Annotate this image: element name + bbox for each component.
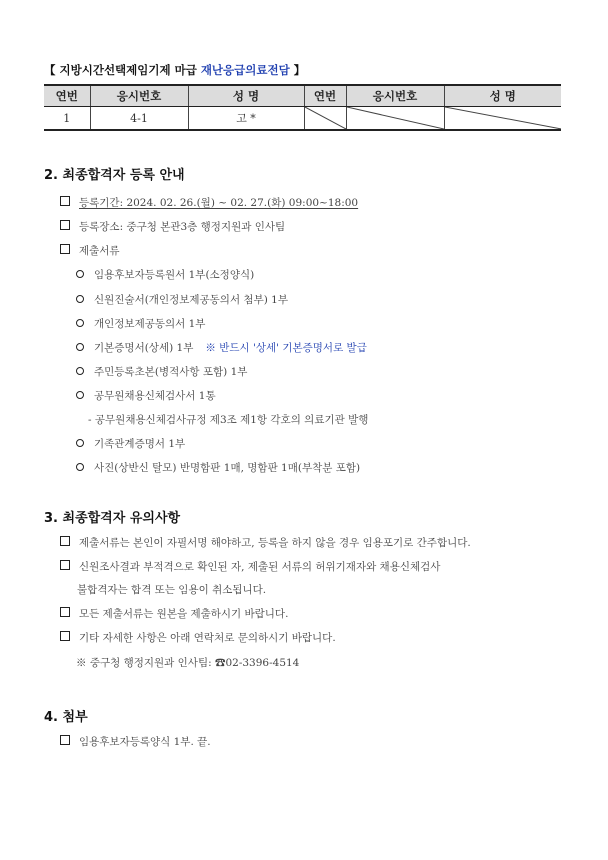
- header-name: 성 명: [188, 85, 304, 107]
- checkbox-icon: [60, 631, 70, 641]
- checkbox-icon: [60, 735, 70, 745]
- doc-item: [76, 267, 254, 282]
- circle-bullet-icon: [76, 367, 84, 375]
- doc-text: 임용후보자등록원서 1부(소정양식): [94, 269, 255, 281]
- checkbox-icon: [60, 196, 70, 206]
- doc-sub-note: - 공무원채용신체검사규정 제3조 제1항 각호의 의료기관 발행: [88, 414, 369, 426]
- page-header: [44, 62, 305, 78]
- cell-exam-no: 4-1: [90, 107, 188, 131]
- section3-title: 3. 최종합격자 유의사항: [44, 511, 181, 526]
- checkbox-icon: [60, 244, 70, 254]
- doc-text: 공무원채용신체검사서 1통: [94, 390, 216, 402]
- header-no: 연번: [44, 85, 90, 107]
- doc-text: 기본증명서(상세) 1부: [94, 342, 194, 354]
- notice-item: [60, 606, 288, 621]
- notice-text: 기타 자세한 사항은 아래 연락처로 문의하시기 바랍니다.: [79, 632, 336, 644]
- circle-bullet-icon: [76, 439, 84, 447]
- checkbox-icon: [60, 536, 70, 546]
- notice-item: [60, 630, 336, 645]
- header-exam-no-2: 응시번호: [346, 85, 444, 107]
- notice-continuation: 불합격자는 합격 또는 임용이 취소됩니다.: [77, 584, 267, 596]
- circle-bullet-icon: [76, 463, 84, 471]
- doc-text: 주민등록초본(병적사항 포함) 1부: [94, 366, 248, 378]
- doc-note: ※ 반드시 '상세' 기본증명서로 발급: [205, 342, 367, 354]
- circle-bullet-icon: [76, 391, 84, 399]
- doc-item: [76, 292, 288, 307]
- checkbox-icon: [60, 560, 70, 570]
- doc-text: 개인정보제공동의서 1부: [94, 318, 206, 330]
- notice-text: 제출서류는 본인이 자필서명 해야하고, 등록을 하지 않을 경우 임용포기로 간주합니다.: [79, 537, 471, 549]
- header-suffix: 】: [289, 63, 306, 77]
- circle-bullet-icon: [76, 295, 84, 303]
- cell-name: 고 *: [188, 107, 304, 131]
- attachment-text: 임용후보자등록양식 1부. 끝.: [79, 736, 211, 748]
- doc-item: [76, 316, 205, 331]
- notice-item: [60, 559, 440, 574]
- notice-item: [60, 535, 471, 550]
- circle-bullet-icon: [76, 343, 84, 351]
- empty-cell-slash: [304, 107, 346, 131]
- checkbox-icon: [60, 607, 70, 617]
- table-header-row: [44, 85, 561, 107]
- empty-cell-slash: [346, 107, 444, 131]
- docs-label-line: [60, 243, 120, 258]
- contact-line: ※ 중구청 행정지원과 인사팀: ☎02-3396-4514: [76, 657, 300, 669]
- period-line: [60, 195, 358, 210]
- header-no-2: 연번: [304, 85, 346, 107]
- header-prefix: 【 지방시간선택제임기제 마급: [44, 63, 201, 77]
- doc-text: 사진(상반신 탈모) 반명함판 1매, 명함판 1매(부착분 포함): [94, 462, 361, 474]
- section2-title: 2. 최종합격자 등록 안내: [44, 168, 185, 183]
- period-text: 등록기간: 2024. 02. 26.(월) ~ 02. 27.(화) 09:00~18:00: [79, 197, 359, 209]
- section4-title: 4. 첨부: [44, 710, 88, 725]
- notice-text: 모든 제출서류는 원본을 제출하시기 바랍니다.: [79, 608, 289, 620]
- doc-item: [76, 436, 185, 451]
- doc-text: 신원진술서(개인정보제공동의서 첨부) 1부: [94, 294, 288, 306]
- cell-no: 1: [44, 107, 90, 131]
- doc-text: 기족관계증명서 1부: [94, 438, 186, 450]
- circle-bullet-icon: [76, 319, 84, 327]
- empty-cell-slash: [444, 107, 561, 131]
- table-row: [44, 107, 561, 131]
- place-line: [60, 219, 285, 234]
- header-highlight: 재난응급의료전담: [200, 63, 290, 77]
- doc-item: [76, 388, 216, 403]
- candidate-table: [44, 84, 561, 131]
- doc-item: [76, 460, 360, 475]
- docs-label: 제출서류: [79, 245, 120, 257]
- header-name-2: 성 명: [444, 85, 561, 107]
- attachment-item: [60, 734, 211, 749]
- doc-item: [76, 364, 247, 379]
- circle-bullet-icon: [76, 270, 84, 278]
- notice-text: 신원조사결과 부적격으로 확인된 자, 제출된 서류의 허위기재자와 채용신체검사: [79, 561, 441, 573]
- doc-item: [76, 340, 367, 355]
- header-exam-no: 응시번호: [90, 85, 188, 107]
- checkbox-icon: [60, 220, 70, 230]
- place-text: 등록장소: 중구청 본관3층 행정지원과 인사팀: [79, 221, 286, 233]
